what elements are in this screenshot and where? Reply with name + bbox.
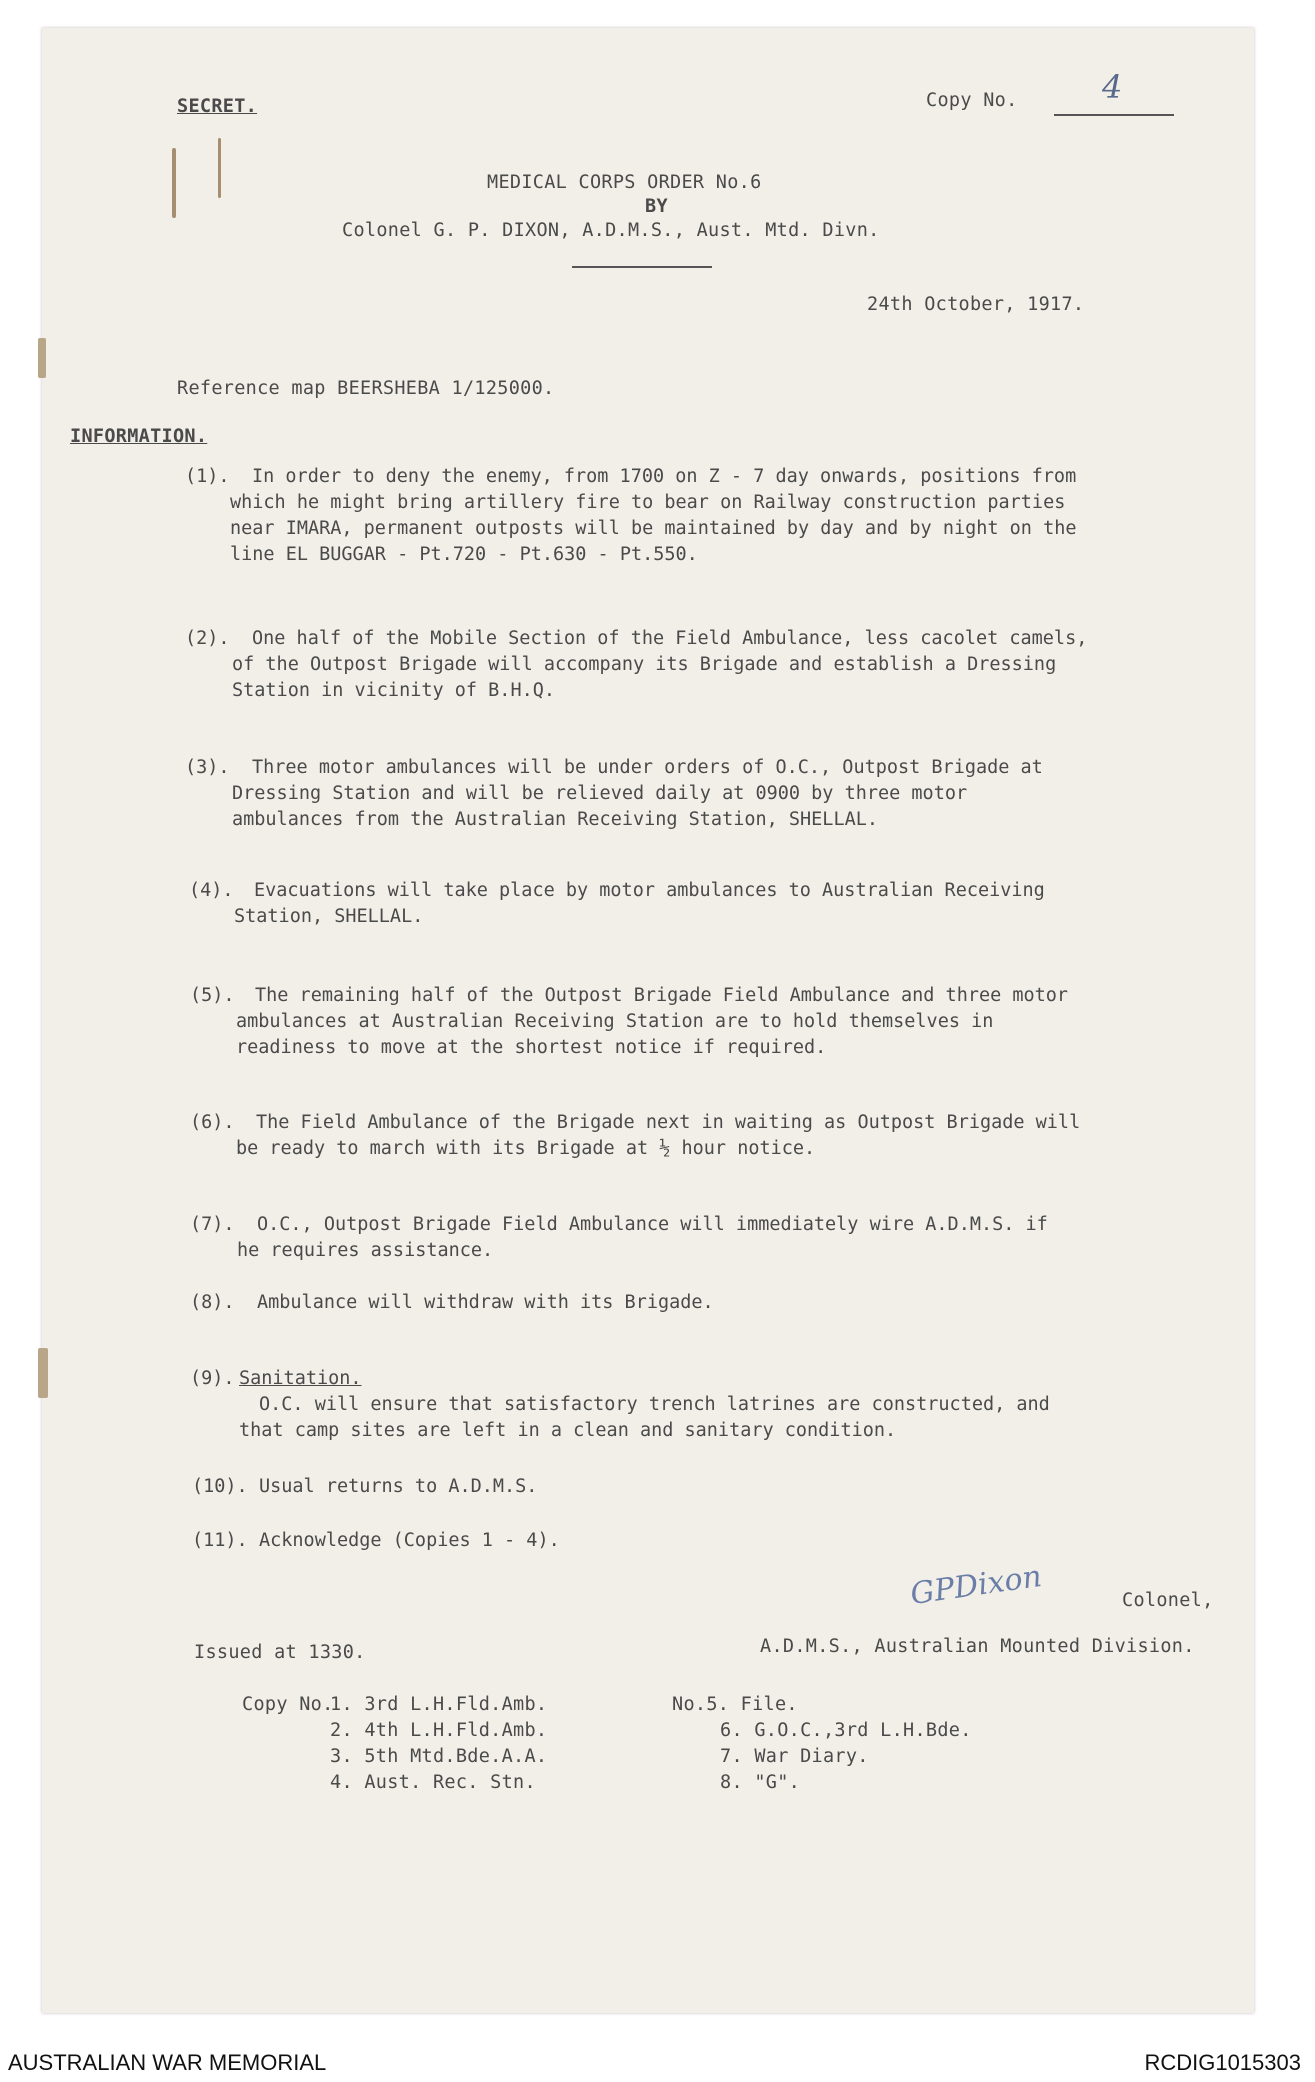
order-date: 24th October, 1917. bbox=[867, 294, 1085, 315]
paragraph-line: be ready to march with its Brigade at ½ hour notice. bbox=[236, 1138, 816, 1159]
order-title: MEDICAL CORPS ORDER No.6 bbox=[487, 172, 762, 193]
copy-number-label: Copy No. bbox=[926, 90, 1018, 111]
classification-label: SECRET. bbox=[177, 96, 258, 117]
paragraph-line: O.C., Outpost Brigade Field Ambulance will immediately wire A.D.M.S. if bbox=[257, 1214, 1048, 1235]
paragraph-number: (6). bbox=[190, 1112, 235, 1133]
paragraph-line: which he might bring artillery fire to bear on Railway construction parties bbox=[230, 492, 1066, 513]
paragraph-number: (11). bbox=[192, 1530, 248, 1551]
paragraph-line: he requires assistance. bbox=[237, 1240, 494, 1261]
paragraph-line: Dressing Station and will be relieved daily at 0900 by three motor bbox=[232, 783, 968, 804]
signature-rank: Colonel, bbox=[1122, 1590, 1214, 1611]
paper-stain bbox=[172, 148, 176, 218]
paragraph-line: ambulances from the Australian Receiving Station, SHELLAL. bbox=[232, 809, 879, 830]
paragraph-number: (8). bbox=[190, 1292, 235, 1313]
paragraph-line: line EL BUGGAR - Pt.720 - Pt.630 - Pt.550. bbox=[230, 544, 698, 565]
distribution-entry: 4. Aust. Rec. Stn. bbox=[330, 1772, 536, 1793]
paragraph-heading: Sanitation. bbox=[239, 1368, 362, 1389]
paragraph-line: Ambulance will withdraw with its Brigade. bbox=[257, 1292, 714, 1313]
paper-stain bbox=[218, 138, 221, 198]
paragraph-line: ambulances at Australian Receiving Station are to hold themselves in bbox=[236, 1011, 994, 1032]
paragraph-line: Evacuations will take place by motor ambulances to Australian Receiving bbox=[254, 880, 1045, 901]
paragraph-line: O.C. will ensure that satisfactory trench latrines are constructed, and bbox=[259, 1394, 1050, 1415]
paragraph-line: Station, SHELLAL. bbox=[234, 906, 424, 927]
paragraph-number: (10). bbox=[192, 1476, 248, 1497]
paragraph-line: readiness to move at the shortest notice if required. bbox=[236, 1037, 827, 1058]
paragraph-line: of the Outpost Brigade will accompany its Brigade and establish a Dressing bbox=[232, 654, 1057, 675]
paragraph-number: (9). bbox=[190, 1368, 235, 1389]
document-page bbox=[42, 28, 1254, 2013]
distribution-entry: 1. 3rd L.H.Fld.Amb. bbox=[330, 1694, 548, 1715]
paragraph-line: The remaining half of the Outpost Brigade Field Ambulance and three motor bbox=[255, 985, 1069, 1006]
distribution-entry: 7. War Diary. bbox=[720, 1746, 869, 1767]
footer-source: AUSTRALIAN WAR MEMORIAL bbox=[8, 2050, 327, 2075]
paper-stain bbox=[38, 338, 46, 378]
order-title-by: BY bbox=[645, 196, 668, 217]
distribution-entry: 2. 4th L.H.Fld.Amb. bbox=[330, 1720, 548, 1741]
title-divider bbox=[572, 266, 712, 268]
copy-number-handwritten: 4 bbox=[1102, 68, 1123, 106]
distribution-label: Copy No. bbox=[242, 1694, 334, 1715]
paragraph-line: In order to deny the enemy, from 1700 on Z - 7 day onwards, positions from bbox=[252, 466, 1077, 487]
paragraph-number: (2). bbox=[185, 628, 230, 649]
paragraph-line: One half of the Mobile Section of the Field Ambulance, less cacolet camels, bbox=[252, 628, 1088, 649]
paragraph-line: Acknowledge (Copies 1 - 4). bbox=[259, 1530, 560, 1551]
handwritten-signature: GPDixon bbox=[908, 1558, 1044, 1613]
footer-identifier: RCDIG1015303 bbox=[1144, 2050, 1301, 2075]
paragraph-line: The Field Ambulance of the Brigade next in waiting as Outpost Brigade will bbox=[256, 1112, 1081, 1133]
paper-stain bbox=[38, 1348, 48, 1398]
paragraph-line: near IMARA, permanent outposts will be maintained by day and by night on the bbox=[230, 518, 1077, 539]
distribution-entry: 8. "G". bbox=[720, 1772, 801, 1793]
copy-number-line bbox=[1054, 114, 1174, 116]
signature-title: A.D.M.S., Australian Mounted Division. bbox=[760, 1636, 1195, 1657]
order-author: Colonel G. P. DIXON, A.D.M.S., Aust. Mtd. Divn. bbox=[342, 220, 880, 241]
section-heading: INFORMATION. bbox=[70, 426, 208, 447]
distribution-entry: 6. G.O.C.,3rd L.H.Bde. bbox=[720, 1720, 972, 1741]
reference-map: Reference map BEERSHEBA 1/125000. bbox=[177, 378, 555, 399]
paragraph-line: Three motor ambulances will be under orders of O.C., Outpost Brigade at bbox=[252, 757, 1043, 778]
paragraph-number: (5). bbox=[190, 985, 235, 1006]
distribution-entry: 3. 5th Mtd.Bde.A.A. bbox=[330, 1746, 548, 1767]
paragraph-number: (7). bbox=[190, 1214, 235, 1235]
paragraph-line: Usual returns to A.D.M.S. bbox=[259, 1476, 538, 1497]
distribution-entry: No.5. File. bbox=[672, 1694, 798, 1715]
issued-at: Issued at 1330. bbox=[194, 1642, 366, 1663]
paragraph-number: (1). bbox=[185, 466, 230, 487]
paragraph-line: that camp sites are left in a clean and sanitary condition. bbox=[239, 1420, 897, 1441]
paragraph-number: (3). bbox=[185, 757, 230, 778]
paragraph-line: Station in vicinity of B.H.Q. bbox=[232, 680, 556, 701]
paragraph-number: (4). bbox=[189, 880, 234, 901]
